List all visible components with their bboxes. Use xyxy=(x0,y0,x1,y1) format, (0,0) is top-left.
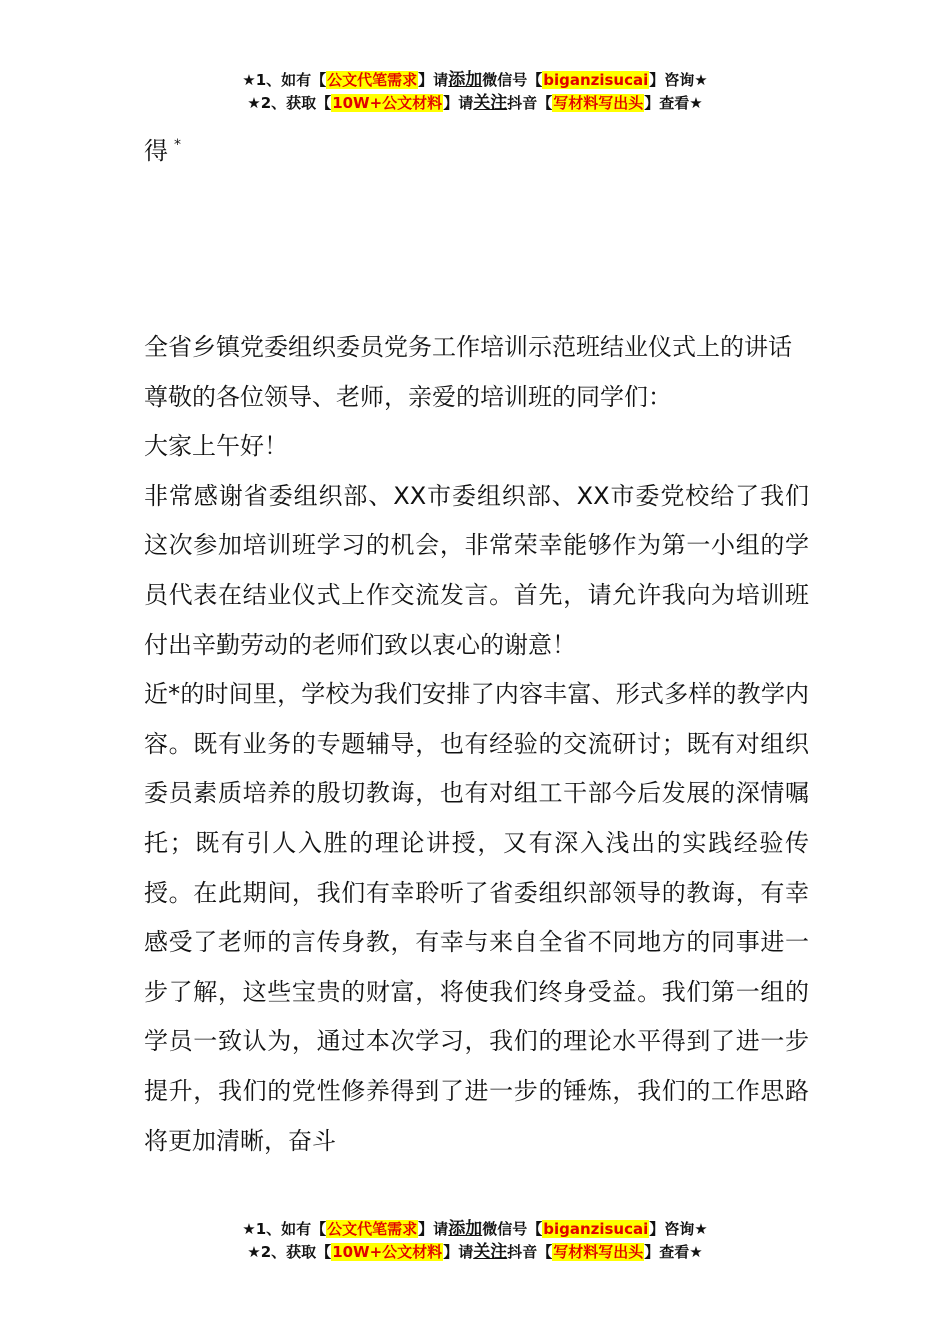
document-body xyxy=(144,323,809,1166)
document-title: 全省乡镇党委组织委员党务工作培训示范班结业仪式上的讲话 xyxy=(144,333,792,361)
paragraph-2: 近*的时间里，学校为我们安排了内容丰富、形式多样的教学内容。既有业务的专题辅导，也有经验的交流研讨；既有对组织委员素质培养的殷切教诲，也有对组工干部今后发展的深情嘱托；既有引人入胜的理论讲授，又有深入浅出的实践经验传授。在此期间，我们有幸聆听了省委组织部领导的教诲，有幸感受了老师的言传身教，有幸与来自全省不同地方的同事进一步了解，这些宝贵的财富，将使我们终身受益。我们第一组的学员一致认为，通过本次学习，我们的理论水平得到了进一步提升，我们的党性修养得到了进一步的锤炼，我们的工作思路将更加清晰，奋斗 xyxy=(144,680,809,1155)
fragment-mark: * xyxy=(174,137,181,153)
page-fragment xyxy=(144,128,809,168)
footer-banner xyxy=(0,1218,950,1264)
highlight-douyin-id: 写材料写出头 xyxy=(553,94,644,112)
fragment-text: 得 xyxy=(144,137,168,165)
banner-line-2: ★2、获取【10W+公文材料】请关注抖音【写材料写出头】查看★ xyxy=(247,93,703,113)
footer-highlight-wechat-id: biganzisucai xyxy=(543,1220,649,1238)
footer-highlight-materials: 10W+公文材料 xyxy=(332,1243,443,1261)
footer-highlight-douyin-id: 写材料写出头 xyxy=(553,1243,644,1261)
highlight-service: 公文代笔需求 xyxy=(327,71,418,89)
salutation: 尊敬的各位领导、老师，亲爱的培训班的同学们： xyxy=(144,382,672,411)
header-banner xyxy=(0,69,950,115)
greeting: 大家上午好！ xyxy=(144,432,288,461)
footer-banner-line-2: ★2、获取【10W+公文材料】请关注抖音【写材料写出头】查看★ xyxy=(247,1242,703,1262)
paragraph-1: 非常感谢省委组织部、XX市委组织部、XX市委党校给了我们这次参加培训班学习的机会，非常荣幸能够作为第一小组的学员代表在结业仪式上作交流发言。首先，请允许我向为培训班付出辛勤劳动的老师们致以衷心的谢意！ xyxy=(144,481,809,659)
banner-line-1: ★1、如有【公文代笔需求】请添加微信号【biganzisucai】咨询★ xyxy=(242,70,708,90)
footer-highlight-service: 公文代笔需求 xyxy=(327,1220,418,1238)
highlight-materials: 10W+公文材料 xyxy=(332,94,443,112)
footer-banner-line-1: ★1、如有【公文代笔需求】请添加微信号【biganzisucai】咨询★ xyxy=(242,1219,708,1239)
highlight-wechat-id: biganzisucai xyxy=(543,71,649,89)
